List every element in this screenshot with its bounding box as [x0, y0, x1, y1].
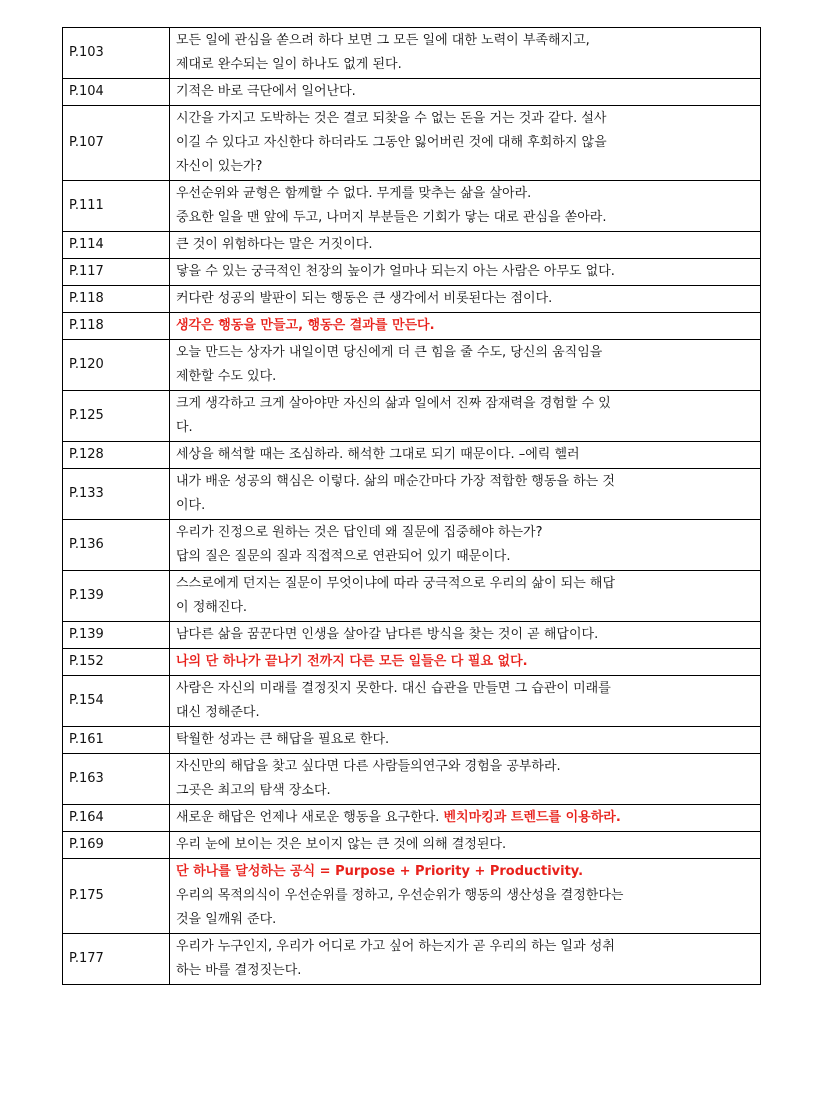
quote-text: 우리가 누구인지, 우리가 어디로 가고 싶어 하는지가 곧 우리의 하는 일과 성취	[176, 939, 615, 954]
quote-text-cell	[170, 232, 761, 259]
table-row	[63, 259, 761, 286]
quote-line	[176, 392, 754, 416]
quote-text-cell	[170, 181, 761, 232]
quote-text: 것을 일깨워 준다.	[176, 912, 277, 927]
quote-line	[176, 155, 754, 179]
quote-line	[176, 443, 754, 467]
quote-text: 우리 눈에 보이는 것은 보이지 않는 큰 것에 의해 결정된다.	[176, 837, 507, 852]
quote-line	[176, 29, 754, 53]
quote-table-body	[63, 28, 761, 985]
quote-text-cell	[170, 79, 761, 106]
quote-line	[176, 341, 754, 365]
table-row	[63, 28, 761, 79]
quote-text-cell	[170, 106, 761, 181]
quote-line	[176, 80, 754, 104]
quote-text: 답의 질은 질문의 질과 직접적으로 연관되어 있기 때문이다.	[176, 549, 511, 564]
quote-line	[176, 884, 754, 908]
quote-text: 탁월한 성과는 큰 해답을 필요로 한다.	[176, 732, 390, 747]
page-number-cell: P.118	[63, 286, 170, 313]
highlighted-quote-text: 나의 단 하나가 끝나기 전까지 다른 모든 일들은 다 필요 없다.	[176, 654, 528, 669]
quote-text: 큰 것이 위험하다는 말은 거짓이다.	[176, 237, 373, 252]
quote-line	[176, 860, 754, 884]
quote-line	[176, 728, 754, 752]
page-number-cell: P.117	[63, 259, 170, 286]
page-number-cell: P.139	[63, 571, 170, 622]
quote-text-cell	[170, 313, 761, 340]
table-row	[63, 859, 761, 934]
quote-text: 이 정해진다.	[176, 600, 248, 615]
quote-line	[176, 470, 754, 494]
page-number-cell: P.104	[63, 79, 170, 106]
quote-text-cell	[170, 649, 761, 676]
quote-text-cell	[170, 727, 761, 754]
quote-line	[176, 53, 754, 77]
page-number-cell: P.103	[63, 28, 170, 79]
quote-text: 모든 일에 관심을 쏟으려 하다 보면 그 모든 일에 대한 노력이 부족해지고,	[176, 33, 590, 48]
table-row	[63, 286, 761, 313]
quote-line	[176, 107, 754, 131]
page-number-cell: P.118	[63, 313, 170, 340]
quote-line	[176, 416, 754, 440]
quote-text: 대신 정해준다.	[176, 705, 260, 720]
quote-text: 우선순위와 균형은 함께할 수 없다. 무게를 맞추는 삶을 살아라.	[176, 186, 532, 201]
table-row	[63, 571, 761, 622]
table-row	[63, 805, 761, 832]
table-row	[63, 520, 761, 571]
page-number-cell: P.152	[63, 649, 170, 676]
quote-text: 제한할 수도 있다.	[176, 369, 277, 384]
quote-text: 이다.	[176, 498, 206, 513]
quote-text: 이길 수 있다고 자신한다 하더라도 그동안 잃어버린 것에 대해 후회하지 않을	[176, 135, 607, 150]
quote-line	[176, 677, 754, 701]
quote-text-cell	[170, 340, 761, 391]
quote-text-cell	[170, 571, 761, 622]
table-row	[63, 340, 761, 391]
quote-table	[62, 27, 761, 985]
quote-line	[176, 182, 754, 206]
quote-text: 그곳은 최고의 탐색 장소다.	[176, 783, 331, 798]
quote-line	[176, 701, 754, 725]
quote-line	[176, 545, 754, 569]
quote-text: 세상을 해석할 때는 조심하라. 해석한 그대로 되기 때문이다. –에릭 헬러	[176, 447, 580, 462]
page-number-cell: P.120	[63, 340, 170, 391]
page-number-cell: P.133	[63, 469, 170, 520]
quote-line	[176, 206, 754, 230]
table-row	[63, 391, 761, 442]
quote-line	[176, 521, 754, 545]
page-number-cell: P.161	[63, 727, 170, 754]
quote-text-cell	[170, 832, 761, 859]
quote-text: 제대로 완수되는 일이 하나도 없게 된다.	[176, 57, 402, 72]
page-number-cell: P.139	[63, 622, 170, 649]
quote-text: 중요한 일을 맨 앞에 두고, 나머지 부분들은 기회가 닿는 대로 관심을 쏟아라.	[176, 210, 607, 225]
quote-text: 기적은 바로 극단에서 일어난다.	[176, 84, 356, 99]
page-number-cell: P.107	[63, 106, 170, 181]
quote-line	[176, 779, 754, 803]
quote-text-cell	[170, 520, 761, 571]
quote-text: 다.	[176, 420, 193, 435]
quote-line	[176, 806, 754, 830]
table-row	[63, 676, 761, 727]
table-row	[63, 727, 761, 754]
page-number-cell: P.125	[63, 391, 170, 442]
table-row	[63, 832, 761, 859]
table-row	[63, 934, 761, 985]
page-number-cell: P.175	[63, 859, 170, 934]
quote-line	[176, 287, 754, 311]
table-row	[63, 181, 761, 232]
quote-line	[176, 908, 754, 932]
quote-line	[176, 314, 754, 338]
table-row	[63, 442, 761, 469]
page-number-cell: P.114	[63, 232, 170, 259]
quote-text: 시간을 가지고 도박하는 것은 결코 되찾을 수 없는 돈을 거는 것과 같다. 설사	[176, 111, 607, 126]
page-number-cell: P.164	[63, 805, 170, 832]
quote-line	[176, 959, 754, 983]
highlighted-quote-text: 생각은 행동을 만들고, 행동은 결과를 만든다.	[176, 318, 435, 333]
quote-text-cell	[170, 859, 761, 934]
quote-line	[176, 365, 754, 389]
highlighted-quote-text: 단 하나를 달성하는 공식 = Purpose + Priority + Productivity.	[176, 864, 584, 879]
table-row	[63, 622, 761, 649]
quote-text-cell	[170, 754, 761, 805]
quote-text: 자신만의 해답을 찾고 싶다면 다른 사람들의연구와 경험을 공부하라.	[176, 759, 561, 774]
quote-text: 오늘 만드는 상자가 내일이면 당신에게 더 큰 힘을 줄 수도, 당신의 움직임을	[176, 345, 603, 360]
quote-text: 우리의 목적의식이 우선순위를 정하고, 우선순위가 행동의 생산성을 결정한다는	[176, 888, 624, 903]
quote-text: 하는 바를 결정짓는다.	[176, 963, 302, 978]
quote-line	[176, 596, 754, 620]
quote-line	[176, 233, 754, 257]
quote-line	[176, 755, 754, 779]
quote-text: 커다란 성공의 발판이 되는 행동은 큰 생각에서 비롯된다는 점이다.	[176, 291, 553, 306]
table-row	[63, 754, 761, 805]
quote-line	[176, 494, 754, 518]
quote-line	[176, 260, 754, 284]
quote-text-cell	[170, 805, 761, 832]
page-number-cell: P.128	[63, 442, 170, 469]
quote-text-cell	[170, 442, 761, 469]
quote-text-cell	[170, 676, 761, 727]
page-number-cell: P.163	[63, 754, 170, 805]
table-row	[63, 469, 761, 520]
quote-text: 사람은 자신의 미래를 결정짓지 못한다. 대신 습관을 만들면 그 습관이 미래를	[176, 681, 611, 696]
quote-text: 새로운 해답은 언제나 새로운 행동을 요구한다.	[176, 810, 444, 825]
quote-text: 내가 배운 성공의 핵심은 이렇다. 삶의 매순간마다 가장 적합한 행동을 하는 것	[176, 474, 615, 489]
page-number-cell: P.154	[63, 676, 170, 727]
quote-text-cell	[170, 286, 761, 313]
quote-text-cell	[170, 469, 761, 520]
quote-text: 스스로에게 던지는 질문이 무엇이냐에 따라 궁극적으로 우리의 삶이 되는 해답	[176, 576, 616, 591]
page-number-cell: P.111	[63, 181, 170, 232]
quote-text: 크게 생각하고 크게 살아야만 자신의 삶과 일에서 진짜 잠재력을 경험할 수 있	[176, 396, 611, 411]
quote-text: 닿을 수 있는 궁극적인 천장의 높이가 얼마나 되는지 아는 사람은 아무도 없다.	[176, 264, 615, 279]
table-row	[63, 313, 761, 340]
quote-line	[176, 131, 754, 155]
quote-text: 자신이 있는가?	[176, 159, 263, 174]
table-row	[63, 649, 761, 676]
highlighted-quote-text: 벤치마킹과 트렌드를 이용하라.	[443, 810, 621, 825]
page-number-cell: P.136	[63, 520, 170, 571]
quote-line	[176, 572, 754, 596]
quote-line	[176, 833, 754, 857]
quote-text-cell	[170, 259, 761, 286]
quote-line	[176, 623, 754, 647]
quote-text-cell	[170, 391, 761, 442]
table-row	[63, 106, 761, 181]
quote-text-cell	[170, 934, 761, 985]
table-row	[63, 232, 761, 259]
quote-text-cell	[170, 622, 761, 649]
page-number-cell: P.177	[63, 934, 170, 985]
quote-text-cell	[170, 28, 761, 79]
quote-text: 우리가 진정으로 원하는 것은 답인데 왜 질문에 집중해야 하는가?	[176, 525, 543, 540]
quote-line	[176, 650, 754, 674]
page-number-cell: P.169	[63, 832, 170, 859]
quote-line	[176, 935, 754, 959]
quote-text: 남다른 삶을 꿈꾼다면 인생을 살아갈 남다른 방식을 찾는 것이 곧 해답이다.	[176, 627, 599, 642]
table-row	[63, 79, 761, 106]
